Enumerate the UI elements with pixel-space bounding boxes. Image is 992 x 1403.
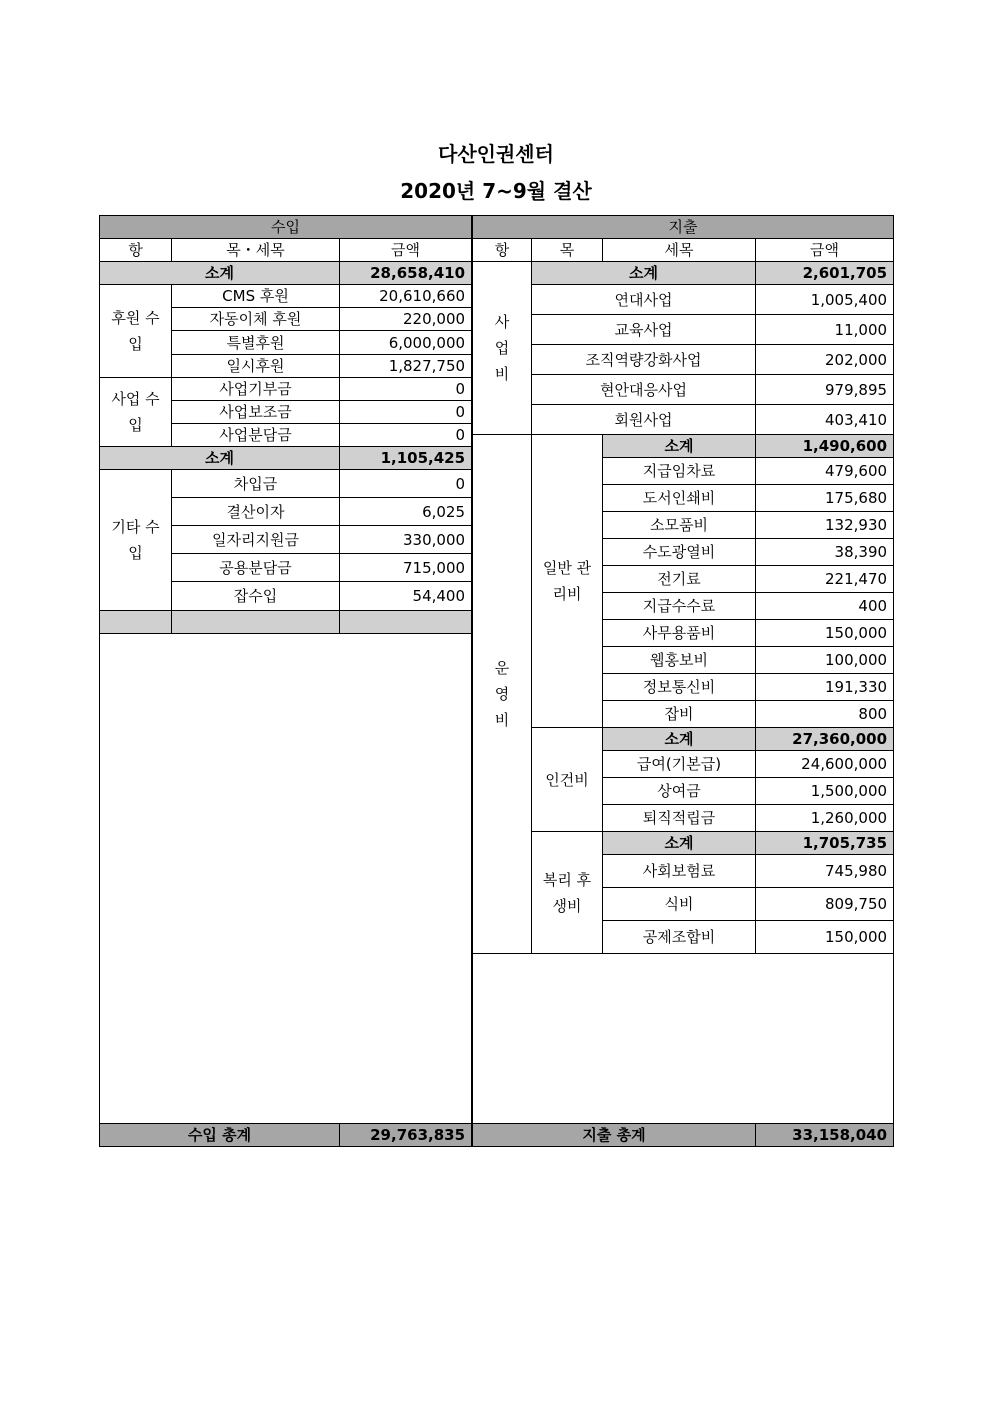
income-subtotal-amount: 28,658,410	[340, 262, 472, 285]
income-col-hang: 항	[100, 239, 172, 262]
expense-subtotal-label: 소계	[603, 832, 756, 855]
income-item-amount: 0	[340, 377, 472, 400]
expense-item-name: 지급임차료	[603, 458, 756, 485]
income-item-name: 자동이체 후원	[172, 308, 340, 331]
income-blank-area	[100, 633, 472, 1123]
income-group-project: 사업 수입	[100, 377, 172, 446]
income-group-other: 기타 수입	[100, 470, 172, 611]
expense-subtotal-amount: 1,705,735	[756, 832, 894, 855]
expense-col-mok: 목	[532, 239, 603, 262]
income-item-amount: 220,000	[340, 308, 472, 331]
income-total-label: 수입 총계	[100, 1123, 340, 1146]
expense-group-operation: 운 영 비	[473, 435, 532, 954]
expense-item-amount: 132,930	[756, 512, 894, 539]
expense-sub-general: 일반 관리비	[532, 435, 603, 728]
income-item-name: 차입금	[172, 470, 340, 498]
income-item-amount: 1,827,750	[340, 354, 472, 377]
expense-item-name: 사무용품비	[603, 620, 756, 647]
expense-item-amount: 479,600	[756, 458, 894, 485]
income-item-name: 공용분담금	[172, 554, 340, 582]
income-col-mok: 목・세목	[172, 239, 340, 262]
expense-subtotal-amount: 1,490,600	[756, 435, 894, 458]
income-item-name: 일시후원	[172, 354, 340, 377]
expense-item-amount: 24,600,000	[756, 751, 894, 778]
expense-item-name: 정보통신비	[603, 674, 756, 701]
expense-item-amount: 1,005,400	[756, 285, 894, 315]
income-item-amount: 54,400	[340, 582, 472, 610]
income-item-amount: 0	[340, 470, 472, 498]
expense-item-amount: 100,000	[756, 647, 894, 674]
expense-item-name: 현안대응사업	[532, 375, 756, 405]
expense-sub-personnel: 인건비	[532, 728, 603, 832]
expense-total-label: 지출 총계	[473, 1124, 756, 1147]
expense-item-amount: 175,680	[756, 485, 894, 512]
expense-item-name: 수도광열비	[603, 539, 756, 566]
expense-subtotal-label: 소계	[603, 728, 756, 751]
income-item-name: 일자리지원금	[172, 526, 340, 554]
expense-item-amount: 800	[756, 701, 894, 728]
income-item-name: 사업기부금	[172, 377, 340, 400]
expense-subtotal-amount: 2,601,705	[756, 262, 894, 285]
income-group-donation: 후원 수입	[100, 285, 172, 377]
income-item-amount: 20,610,660	[340, 285, 472, 308]
expense-subtotal-label: 소계	[603, 435, 756, 458]
expense-item-amount: 745,980	[756, 855, 894, 888]
expense-item-name: 급여(기본급)	[603, 751, 756, 778]
expense-header: 지출	[473, 216, 894, 239]
expense-item-amount: 809,750	[756, 888, 894, 921]
income-item-amount: 6,025	[340, 498, 472, 526]
income-empty-cell	[172, 610, 340, 633]
income-table	[99, 215, 472, 1147]
expense-item-name: 잡비	[603, 701, 756, 728]
expense-blank-area	[473, 954, 894, 1124]
income-subtotal-amount: 1,105,425	[340, 446, 472, 469]
expense-item-name: 회원사업	[532, 405, 756, 435]
income-item-amount: 0	[340, 423, 472, 446]
expense-item-amount: 1,500,000	[756, 778, 894, 805]
income-item-name: 사업분담금	[172, 423, 340, 446]
expense-item-name: 공제조합비	[603, 921, 756, 954]
document-subtitle: 2020년 7~9월 결산	[400, 179, 592, 203]
income-item-amount: 330,000	[340, 526, 472, 554]
expense-item-amount: 150,000	[756, 620, 894, 647]
income-item-amount: 0	[340, 400, 472, 423]
income-empty-cell	[340, 610, 472, 633]
expense-item-name: 연대사업	[532, 285, 756, 315]
expense-item-amount: 11,000	[756, 315, 894, 345]
expense-group-project: 사 업 비	[473, 262, 532, 435]
income-subtotal-label: 소계	[100, 262, 340, 285]
expense-item-amount: 191,330	[756, 674, 894, 701]
expense-item-name: 전기료	[603, 566, 756, 593]
expense-subtotal-label: 소계	[532, 262, 756, 285]
expense-subtotal-amount: 27,360,000	[756, 728, 894, 751]
expense-item-amount: 38,390	[756, 539, 894, 566]
income-empty-cell	[100, 610, 172, 633]
expense-item-name: 사회보험료	[603, 855, 756, 888]
expense-item-name: 식비	[603, 888, 756, 921]
expense-item-amount: 221,470	[756, 566, 894, 593]
income-item-name: 특별후원	[172, 331, 340, 354]
income-item-name: 잡수입	[172, 582, 340, 610]
expense-item-amount: 400	[756, 593, 894, 620]
expense-table	[472, 215, 894, 1147]
expense-item-amount: 1,260,000	[756, 805, 894, 832]
income-item-name: 사업보조금	[172, 400, 340, 423]
expense-item-name: 소모품비	[603, 512, 756, 539]
expense-item-amount: 150,000	[756, 921, 894, 954]
expense-item-name: 도서인쇄비	[603, 485, 756, 512]
income-item-name: 결산이자	[172, 498, 340, 526]
expense-item-amount: 979,895	[756, 375, 894, 405]
expense-item-amount: 403,410	[756, 405, 894, 435]
income-item-name: CMS 후원	[172, 285, 340, 308]
income-col-amount: 금액	[340, 239, 472, 262]
expense-item-name: 상여금	[603, 778, 756, 805]
income-total-amount: 29,763,835	[340, 1123, 472, 1146]
expense-col-amount: 금액	[756, 239, 894, 262]
income-header: 수입	[100, 216, 472, 239]
expense-item-amount: 202,000	[756, 345, 894, 375]
expense-item-name: 웹홍보비	[603, 647, 756, 674]
expense-item-name: 교육사업	[532, 315, 756, 345]
expense-col-hang: 항	[473, 239, 532, 262]
income-item-amount: 6,000,000	[340, 331, 472, 354]
expense-sub-welfare: 복리 후생비	[532, 832, 603, 954]
income-subtotal-label: 소계	[100, 446, 340, 469]
expense-total-amount: 33,158,040	[756, 1124, 894, 1147]
expense-item-name: 지급수수료	[603, 593, 756, 620]
expense-col-semok: 세목	[603, 239, 756, 262]
income-item-amount: 715,000	[340, 554, 472, 582]
document-title: 다산인권센터	[438, 142, 554, 166]
expense-item-name: 조직역량강화사업	[532, 345, 756, 375]
expense-item-name: 퇴직적립금	[603, 805, 756, 832]
